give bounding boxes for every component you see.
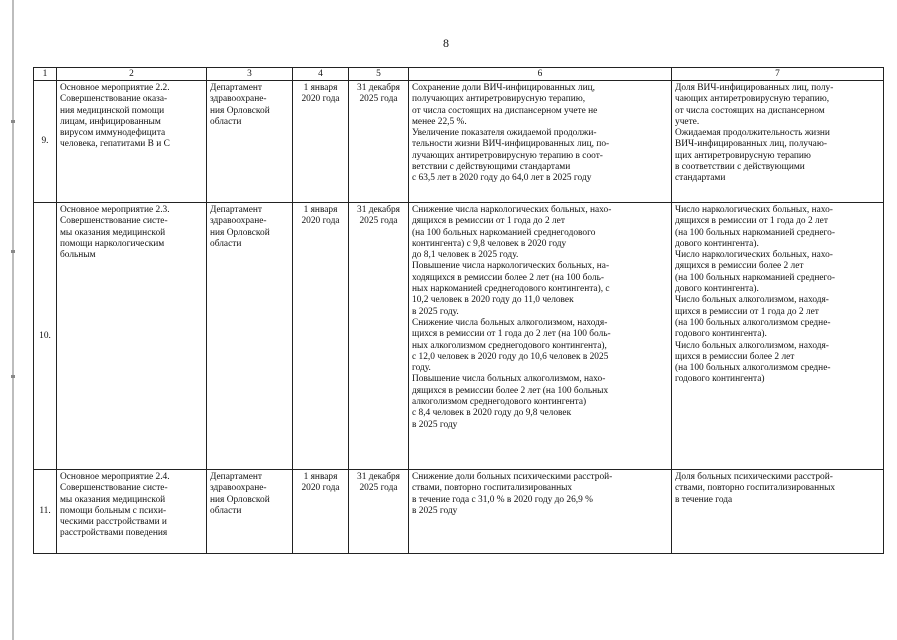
row-number: 10. — [34, 203, 57, 470]
end-date: 31 декабря 2025 года — [349, 470, 409, 554]
page-number: 8 — [443, 36, 449, 50]
column-number: 4 — [293, 68, 349, 81]
column-number-row — [34, 68, 884, 81]
scan-left-edge — [12, 0, 14, 640]
event-name: Основное мероприятие 2.4. Совершенствование систе- мы оказания медицинской помощи больным с психи- ческими расстройствами и расстройствами поведения — [57, 470, 207, 554]
expected-result: Сохранение доли ВИЧ-инфицированных лиц, получающих антиретровирусную терапию, от числа состоящих на диспансерном учете не менее 22,5 %. Увеличение показателя ожидаемой продолжи- тельности жизни ВИЧ-инфицированных лиц, по- лучающих антиретровирусную терапию в соот- ветствии с действующими стандартами с 63,5 лет в 2020 году до 64,0 лет в 2025 году — [409, 81, 672, 203]
start-date: 1 января 2020 года — [293, 203, 349, 470]
column-number: 3 — [207, 68, 293, 81]
program-events-table — [33, 67, 884, 554]
column-number: 2 — [57, 68, 207, 81]
event-name: Основное мероприятие 2.3. Совершенствование систе- мы оказания медицинской помощи наркологическим больным — [57, 203, 207, 470]
responsible-dept: Департамент здравоохране- ния Орловской области — [207, 81, 293, 203]
end-date: 31 декабря 2025 года — [349, 203, 409, 470]
scan-mark — [11, 250, 15, 253]
start-date: 1 января 2020 года — [293, 81, 349, 203]
table-row — [34, 203, 884, 470]
row-number: 9. — [34, 81, 57, 203]
column-number: 6 — [409, 68, 672, 81]
indicator: Число наркологических больных, нахо- дящихся в ремиссии от 1 года до 2 лет (на 100 больных наркоманией среднего- дового контингента). Число наркологических больных, нахо- дящихся в ремиссии более 2 лет (на 100 больных наркоманией среднего- дового контингента). Число больных алкоголизмом, находя- щихся в ремиссии от 1 года до 2 лет (на 100 больных алкоголизмом средне- годового контингента). Число больных алкоголизмом, находя- щихся в ремиссии более 2 лет (на 100 больных алкоголизмом средне- годового контингента) — [672, 203, 884, 470]
expected-result: Снижение числа наркологических больных, нахо- дящихся в ремиссии от 1 года до 2 лет (на 100 больных наркоманией среднегодового контингента) с 9,8 человек в 2020 году до 8,1 человек в 2025 году. Повышение числа наркологических больных, на- ходящихся в ремиссии более 2 лет (на 100 боль- ных наркоманией среднегодового контингента), с 10,2 человек в 2020 году до 11,0 человек в 2025 году. Снижение числа больных алкоголизмом, находя- щихся в ремиссии от 1 года до 2 лет (на 100 боль- ных алкоголизмом среднегодового контингента), с 12,0 человек в 2020 году до 10,6 человек в 2025 году. Повышение числа больных алкоголизмом, нахо- дящихся в ремиссии более 2 лет (на 100 больных алкоголизмом среднегодового контингента) с 8,4 человек в 2020 году до 9,8 человек в 2025 году — [409, 203, 672, 470]
start-date: 1 января 2020 года — [293, 470, 349, 554]
row-number: 11. — [34, 470, 57, 554]
indicator: Доля ВИЧ-инфицированных лиц, полу- чающих антиретровирусную терапию, от числа состоящих на диспансерном учете. Ожидаемая продолжительность жизни ВИЧ-инфицированных лиц, получаю- щих антиретровирусную терапию в соответствии с действующими стандартами — [672, 81, 884, 203]
end-date: 31 декабря 2025 года — [349, 81, 409, 203]
column-number: 5 — [349, 68, 409, 81]
scan-mark — [11, 375, 15, 378]
expected-result: Снижение доли больных психическими расстрой- ствами, повторно госпитализированных в течение года с 31,0 % в 2020 году до 26,9 % в 2025 году — [409, 470, 672, 554]
scan-mark — [11, 120, 15, 123]
table-row — [34, 470, 884, 554]
column-number: 7 — [672, 68, 884, 81]
responsible-dept: Департамент здравоохране- ния Орловской области — [207, 203, 293, 470]
table-row — [34, 81, 884, 203]
indicator: Доля больных психическими расстрой- ствами, повторно госпитализированных в течение года — [672, 470, 884, 554]
event-name: Основное мероприятие 2.2. Совершенствование оказа- ния медицинской помощи лицам, инфицированным вирусом иммунодефицита человека, гепатитами В и С — [57, 81, 207, 203]
responsible-dept: Департамент здравоохране- ния Орловской области — [207, 470, 293, 554]
column-number: 1 — [34, 68, 57, 81]
